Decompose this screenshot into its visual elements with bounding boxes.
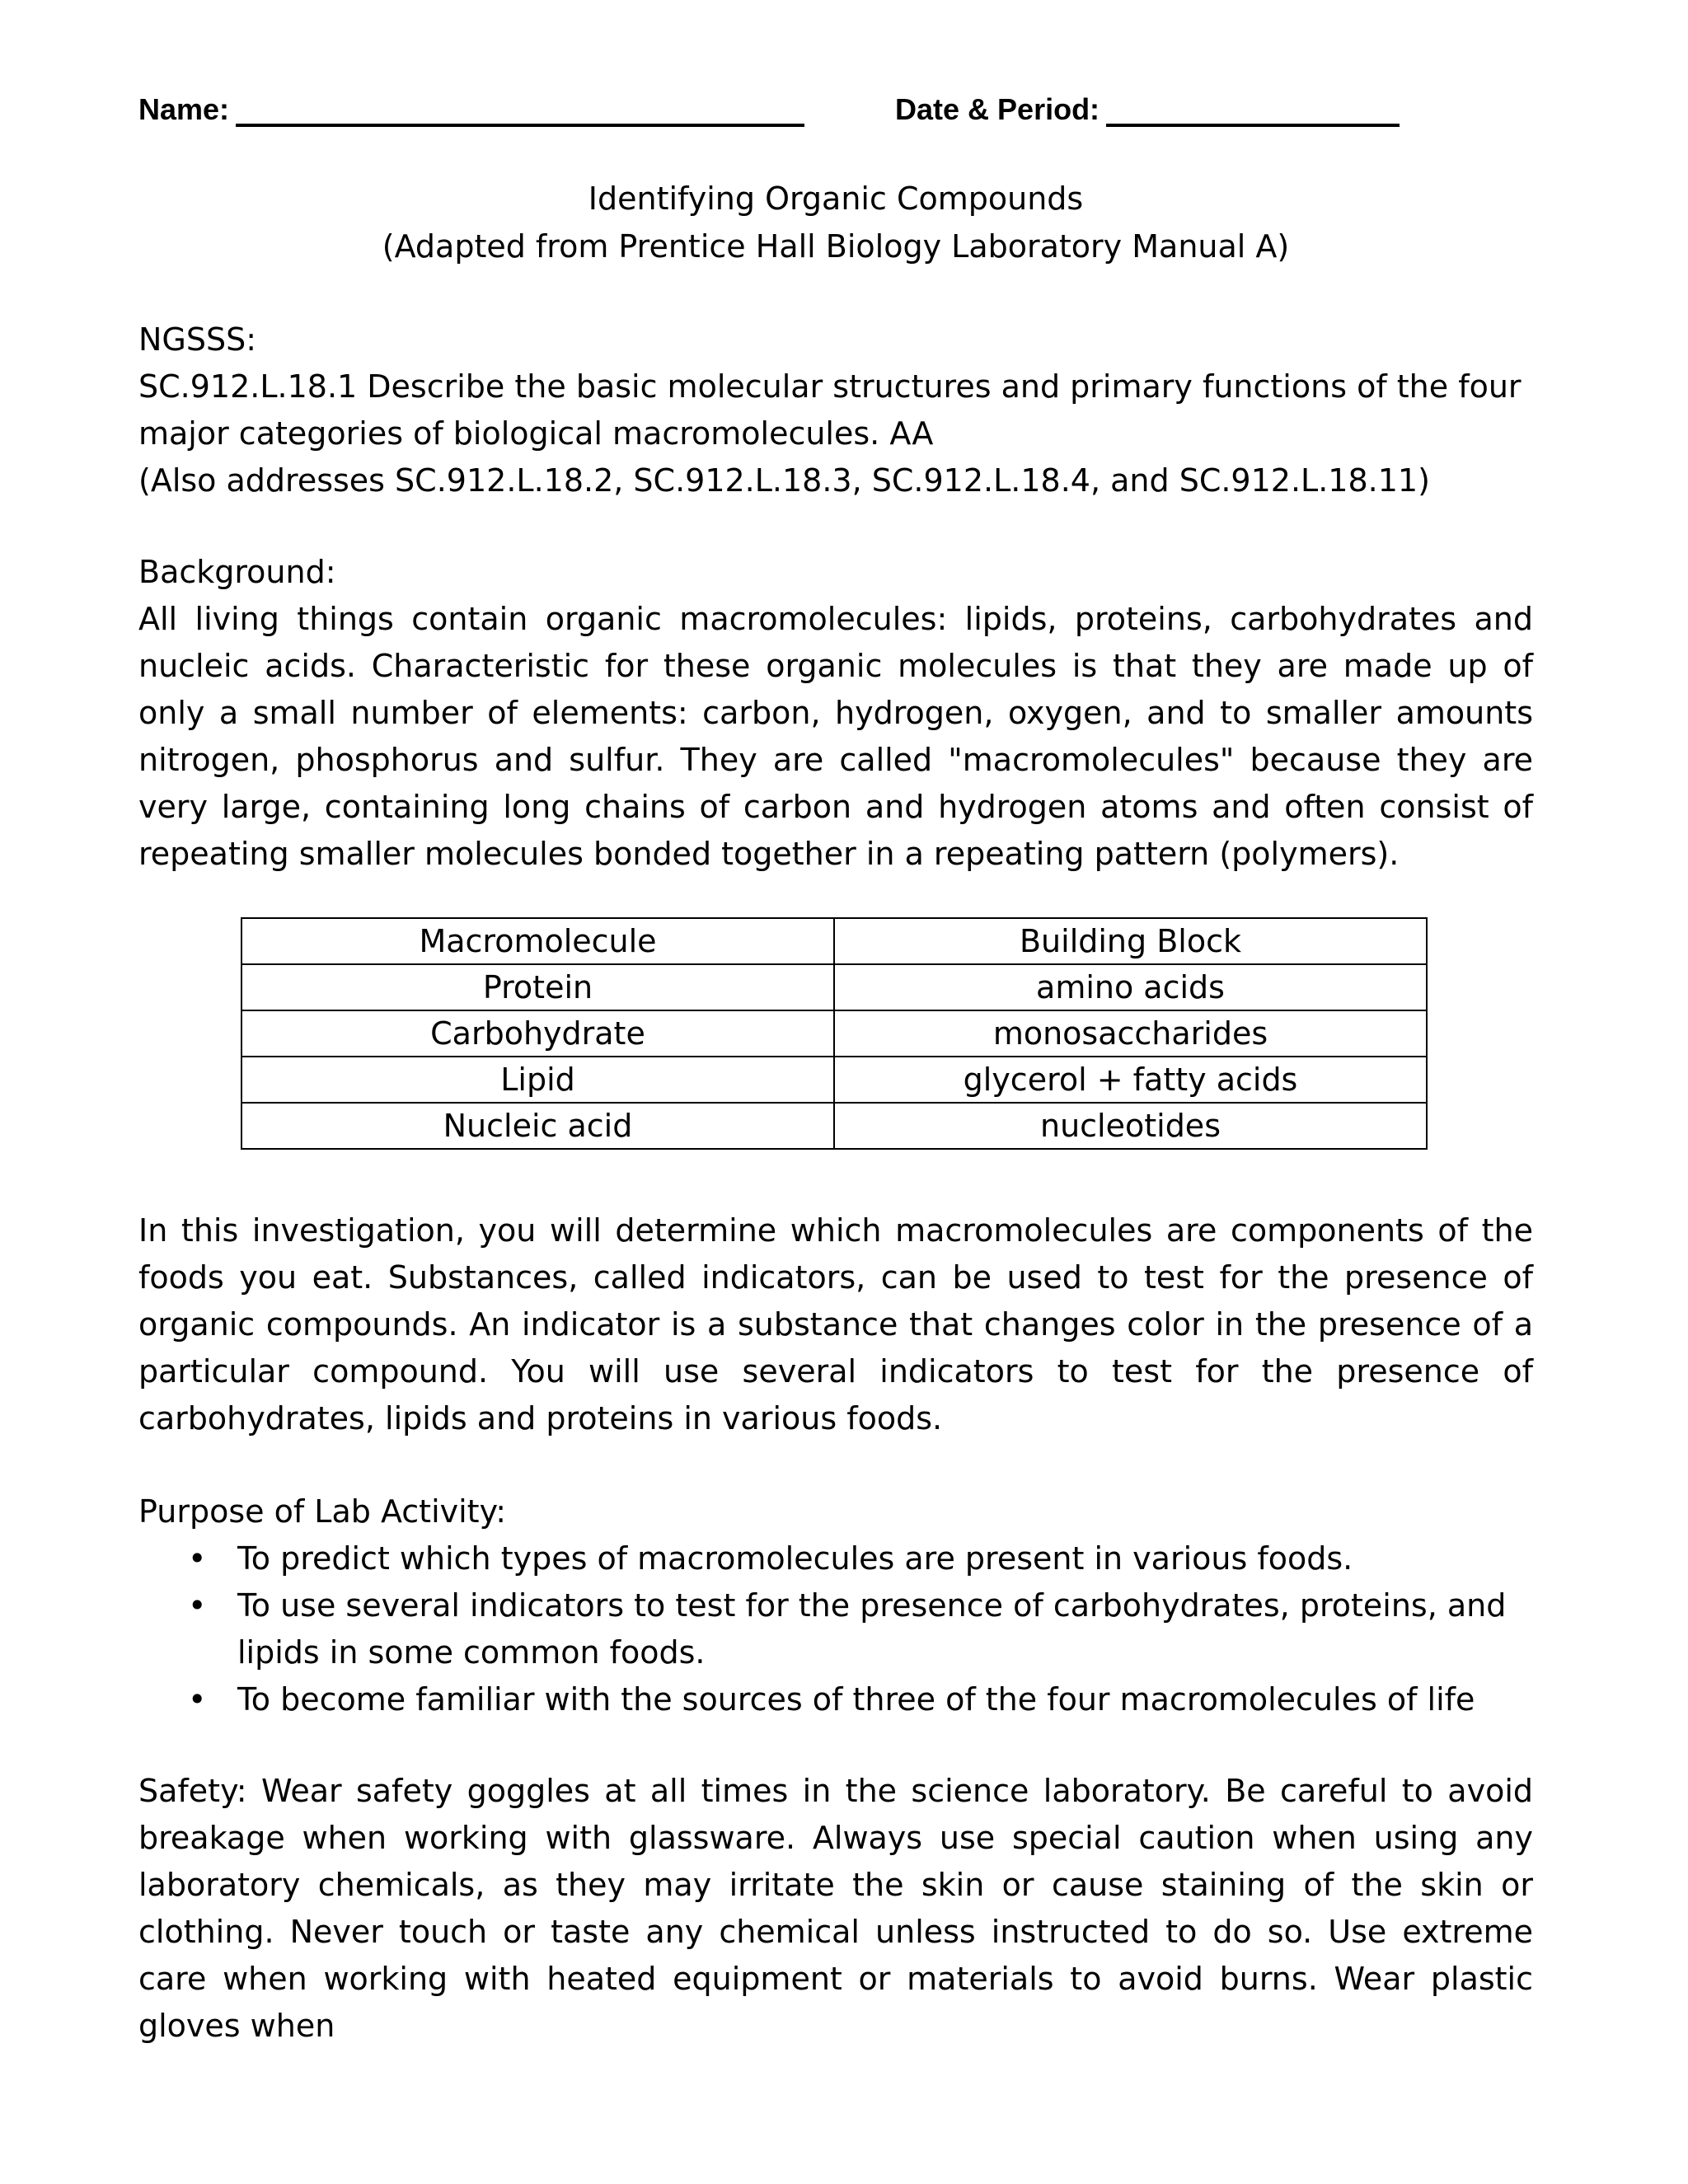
investigation-section	[138, 1207, 1533, 1442]
purpose-item-text: To become familiar with the sources of three of the four macromolecules of life	[237, 1681, 1475, 1718]
date-period-blank-line[interactable]	[1106, 94, 1400, 127]
table-header-cell: Macromolecule	[241, 918, 834, 964]
table-row	[241, 1057, 1427, 1103]
table-cell: amino acids	[834, 964, 1427, 1010]
purpose-heading: Purpose of Lab Activity:	[138, 1493, 507, 1530]
macromolecule-table	[241, 917, 1428, 1150]
title-line-2: (Adapted from Prentice Hall Biology Laboratory Manual A)	[382, 228, 1290, 265]
title-line-1: Identifying Organic Compounds	[588, 180, 1084, 217]
ngsss-also-addresses: (Also addresses SC.912.L.18.2, SC.912.L.18.3, SC.912.L.18.4, and SC.912.L.18.11)	[138, 462, 1430, 499]
ngsss-section	[138, 316, 1533, 504]
bullet-icon: •	[188, 1540, 207, 1577]
table-row	[241, 1103, 1427, 1149]
table-header-row	[241, 918, 1427, 964]
bullet-icon: •	[188, 1681, 207, 1718]
list-item	[138, 1582, 1533, 1676]
name-label: Name:	[138, 92, 230, 126]
purpose-item-text: To use several indicators to test for the presence of carbohydrates, proteins, and lipids in some common foods.	[237, 1587, 1507, 1671]
investigation-paragraph: In this investigation, you will determine which macromolecules are components of the foods you eat. Substances, called indicators, can be used to test for the presence of organic compounds. An indicator is a substance that changes color in the presence of a particular compound. You will use several indicators to test for the presence of carbohydrates, lipids and proteins in various foods.	[138, 1212, 1533, 1436]
table-cell: Protein	[241, 964, 834, 1010]
table-header-cell: Building Block	[834, 918, 1427, 964]
safety-section	[138, 1768, 1533, 2050]
safety-paragraph: Safety: Wear safety goggles at all times in the science laboratory. Be careful to avoid breakage when working with glassware. Always use special caution when using any laboratory chemicals, as they may irritate the skin or cause staining of the skin or clothing. Never touch or taste any chemical unless instructed to do so. Use extreme care when working with heated equipment or materials to avoid burns. Wear plastic gloves when	[138, 1773, 1533, 2044]
purpose-section	[138, 1488, 1533, 1723]
date-period-label: Date & Period:	[895, 92, 1100, 126]
background-heading: Background:	[138, 554, 336, 590]
table-cell: Nucleic acid	[241, 1103, 834, 1149]
table-cell: Lipid	[241, 1057, 834, 1103]
background-section	[138, 549, 1533, 878]
table-row	[241, 1010, 1427, 1057]
name-field[interactable]	[138, 92, 804, 127]
header-row	[138, 92, 1424, 142]
name-blank-line[interactable]	[236, 94, 804, 127]
table-cell: glycerol + fatty acids	[834, 1057, 1427, 1103]
purpose-item-text: To predict which types of macromolecules are present in various foods.	[237, 1540, 1353, 1577]
table-cell: Carbohydrate	[241, 1010, 834, 1057]
list-item	[138, 1535, 1533, 1582]
table-row	[241, 964, 1427, 1010]
date-period-field[interactable]	[895, 92, 1400, 127]
purpose-list	[138, 1535, 1533, 1723]
background-paragraph: All living things contain organic macromolecules: lipids, proteins, carbohydrates and nucleic acids. Characteristic for these organic molecules is that they are made up of only a small number of elements: carbon, hydrogen, oxygen, and to smaller amounts nitrogen, phosphorus and sulfur. They are called "macromolecules" because they are very large, containing long chains of carbon and hydrogen atoms and often consist of repeating smaller molecules bonded together in a repeating pattern (polymers).	[138, 601, 1533, 872]
bullet-icon: •	[188, 1587, 207, 1624]
table-cell: monosaccharides	[834, 1010, 1427, 1057]
document-title	[138, 175, 1533, 270]
list-item	[138, 1676, 1533, 1723]
table-cell: nucleotides	[834, 1103, 1427, 1149]
ngsss-standard-text: SC.912.L.18.1 Describe the basic molecular structures and primary functions of the four major categories of biological macromolecules. AA	[138, 368, 1522, 452]
ngsss-heading: NGSSS:	[138, 321, 257, 358]
